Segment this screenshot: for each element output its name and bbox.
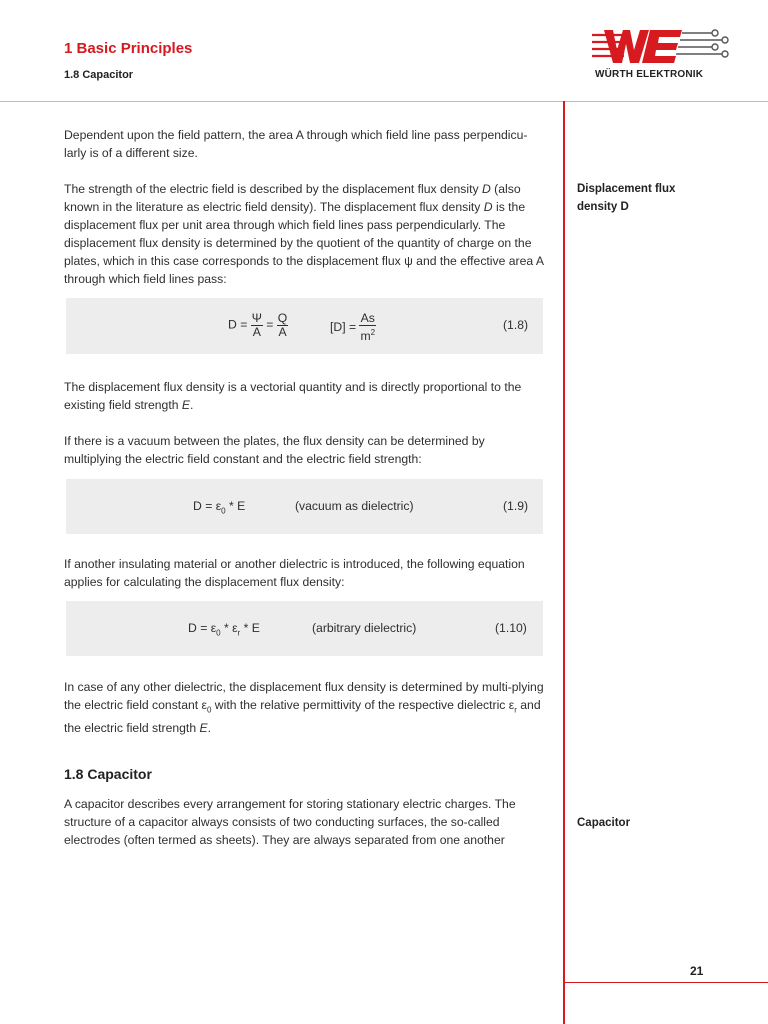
margin-label-capacitor: Capacitor xyxy=(577,817,631,829)
equation-number: (1.10) xyxy=(495,621,527,635)
we-logo-icon xyxy=(590,26,730,68)
formula-1-10-expression: $D = \varepsilon_0 * \varepsilon_r * E$ xyxy=(188,621,260,638)
paragraph-permittivity: In case of any other dielectric, the displacement flux density is determined by multi-plying the electric field constant $\varepsilon_0$ with the relative permittivity of the respective dielectric $\varepsilon_r$ and the electric field strength E. xyxy=(64,680,544,736)
paragraph-field-area: Dependent upon the field pattern, the area A through which field line pass perpendicu-larly is of a different size. xyxy=(64,128,528,160)
equation-number: (1.8) xyxy=(503,318,529,332)
equation-number: (1.9) xyxy=(503,499,529,513)
formula-1-9-expression: $D = \varepsilon_0 * E$ xyxy=(193,499,246,516)
fraction-as-over-m2: $\frac{As}{m^2}$ xyxy=(360,311,376,344)
fraction-psi-over-a: $\frac{\Psi}{A}$ xyxy=(251,311,262,339)
formula-1-8-expression: D = $\frac{\Psi}{A}$ = $\frac{Q}{A}$ xyxy=(228,311,288,339)
paragraph-capacitor: A capacitor describes every arrangement for storing stationary electric charges. The structure of a capacitor always consists of two conducting surfaces, the so-called electrodes (often termed as sheets). They are always separated from one another xyxy=(64,797,516,847)
formula-1-10-note: (arbitrary dielectric) xyxy=(312,621,417,635)
margin-label-displacement-flux: Displacement flux density D xyxy=(577,183,676,213)
section-heading: 1.8 Capacitor xyxy=(64,69,134,81)
logo-wordmark: WÜRTH ELEKTRONIK xyxy=(595,69,704,80)
paragraph-displacement-flux: The strength of the electric field is described by the displacement flux density D (also known in the literature as electric field density). The displacement flux density D is the displacement flux per unit area through which field lines pass perpendicularly. The displacement flux density is determined by the quotient of the quantity of charge on the plates, which in this case corresponds to the displacement flux ψ and the effective area A through which field lines pass: xyxy=(64,182,544,286)
page-number: 21 xyxy=(690,964,704,978)
header-divider xyxy=(0,101,768,102)
chapter-title: 1 Basic Principles xyxy=(64,40,193,57)
formula-1-8 xyxy=(66,298,543,354)
formula-1-8-unit: [D] = $\frac{As}{m^2}$ xyxy=(330,311,376,344)
section-heading-capacitor: 1.8 Capacitor xyxy=(64,766,152,782)
paragraph-dielectric: If another insulating material or another dielectric is introduced, the following equation applies for calculating the displacement flux density: xyxy=(64,557,525,589)
footer-divider xyxy=(565,982,768,983)
formula-1-9 xyxy=(66,479,543,534)
paragraph-vectorial: The displacement flux density is a vectorial quantity and is directly proportional to the existing field strength E. xyxy=(64,380,522,412)
fraction-q-over-a: $\frac{Q}{A}$ xyxy=(277,311,288,339)
formula-1-9-note: (vacuum as dielectric) xyxy=(295,499,414,513)
formula-1-10 xyxy=(66,601,543,656)
margin-divider xyxy=(563,101,565,1024)
paragraph-vacuum: If there is a vacuum between the plates, the flux density can be determined by multiplying the electric field constant and the electric field strength: xyxy=(64,434,485,466)
